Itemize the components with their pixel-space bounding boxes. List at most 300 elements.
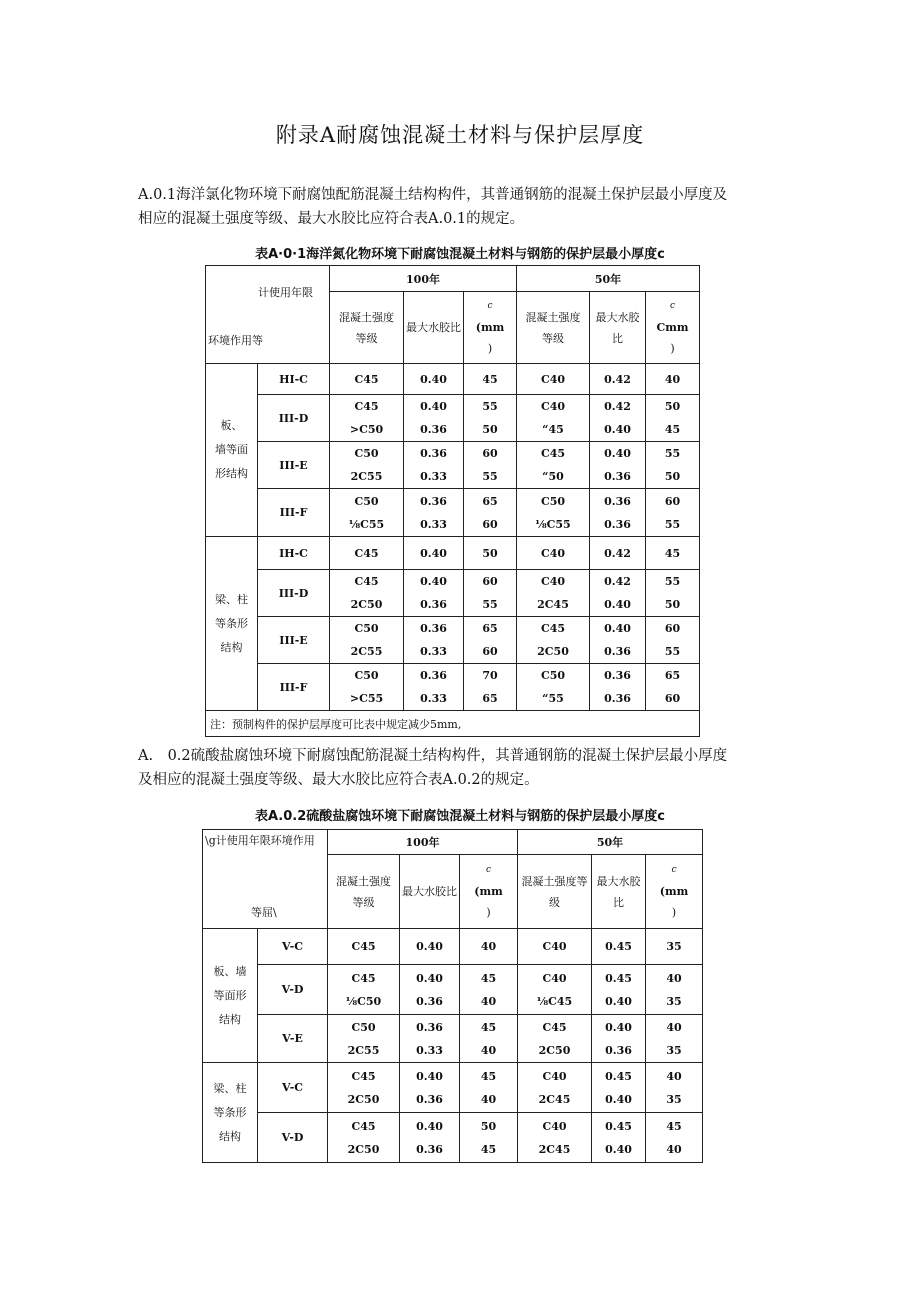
cell-value: C45 <box>540 622 566 635</box>
cell-value: 55 <box>664 517 681 531</box>
ratio-100-cell <box>404 570 464 617</box>
cell-value: 55 <box>664 575 681 588</box>
cell-value: 0.45 <box>605 1119 632 1133</box>
cell-value: 2C50 <box>538 1043 571 1057</box>
cell-value: C40 <box>542 971 567 985</box>
group-label-line: 墙等面 <box>215 443 248 456</box>
group-label-line: 板、 <box>220 419 243 432</box>
cell-value: 35 <box>666 1092 682 1106</box>
col-header-cover-50 <box>646 292 700 364</box>
cover-100-cell <box>460 1063 518 1113</box>
cell-value: 0.45 <box>605 971 632 985</box>
table-row <box>206 442 700 489</box>
cell-value: 50 <box>664 598 681 611</box>
cell-value: 0.36 <box>604 645 631 658</box>
cover-100-cell <box>460 1113 518 1163</box>
cell-value: 0.40 <box>416 1069 443 1083</box>
table-row <box>206 537 700 570</box>
cell-value: 0.33 <box>420 645 447 658</box>
cover-50-cell <box>646 489 700 537</box>
section-a02-paragraph <box>138 744 788 792</box>
cell-value: 0.40 <box>420 575 447 588</box>
header-text: 等级 <box>352 895 375 909</box>
cell-value: 0.40 <box>605 1092 632 1106</box>
structure-group-label <box>203 929 258 1063</box>
table-row <box>203 1113 703 1163</box>
cell-value: 45 <box>666 1119 682 1133</box>
cell-value: >C50 <box>349 423 384 436</box>
cover-50-cell <box>646 1113 703 1163</box>
grade-100-cell <box>328 1113 400 1163</box>
cell-value: 50 <box>482 423 498 436</box>
cell-value: 40 <box>666 971 682 985</box>
grade-50-cell <box>518 929 592 965</box>
ratio-50-cell <box>590 617 646 664</box>
ratio-50-cell <box>592 929 646 965</box>
cell-value: C50 <box>540 494 566 508</box>
cell-value: C40 <box>542 940 567 953</box>
cell-value: 0.33 <box>420 517 447 531</box>
cell-value: ⅛C55 <box>348 517 385 531</box>
ratio-50-cell <box>592 1063 646 1113</box>
cover-50-cell <box>646 570 700 617</box>
page-title: 附录A耐腐蚀混凝土材料与保护层厚度 <box>275 123 645 147</box>
grade-50-cell <box>517 570 590 617</box>
group-label-line: 梁、柱 <box>215 592 248 606</box>
ratio-100-cell <box>404 364 464 395</box>
cell-value: 45 <box>664 423 681 436</box>
cell-value: 2C50 <box>347 1092 380 1106</box>
grade-50-cell <box>518 1015 592 1063</box>
cell-value: C40 <box>542 1119 567 1133</box>
cover-100-cell <box>464 489 517 537</box>
cell-value: 0.40 <box>416 971 443 985</box>
year-header-100: 100年 <box>328 830 518 855</box>
ratio-100-cell <box>404 617 464 664</box>
table-row <box>206 664 700 711</box>
header-text: (mm <box>475 321 505 334</box>
grade-100-cell <box>330 537 404 570</box>
cell-value: 2C50 <box>350 598 383 611</box>
group-label-line: 结构 <box>220 640 243 654</box>
col-header-cover-100 <box>460 855 518 929</box>
ratio-50-cell <box>592 965 646 1015</box>
group-label-line: 形结构 <box>215 467 248 480</box>
cell-value: 0.42 <box>604 372 631 386</box>
cell-value: “50 <box>542 470 564 483</box>
cell-value: 50 <box>480 1119 497 1133</box>
cell-value: 2C45 <box>537 598 569 611</box>
cell-value: 45 <box>480 1020 497 1034</box>
cover-100-cell <box>464 537 517 570</box>
cell-value: “55 <box>542 692 564 705</box>
grade-50-cell <box>517 617 590 664</box>
cell-value: 60 <box>664 692 681 705</box>
table-a01-caption: 表A·0·1海洋氮化物环境下耐腐蚀混凝土材料与钢筋的保护层最小厚度c <box>255 247 665 262</box>
paragraph-line: A.0.1海洋氯化物环境下耐腐蚀配筋混凝土结构构件，其普通钢筋的混凝土保护层最小厚度及 <box>138 187 728 203</box>
ratio-50-cell <box>592 1113 646 1163</box>
cell-value: 0.36 <box>416 1020 443 1034</box>
group-label-line: 板、墙 <box>213 964 247 978</box>
paragraph-line: 相应的混凝土强度等级、最大水胶比应符合表A.0.1的规定。 <box>138 211 525 227</box>
grade-100-cell <box>330 570 404 617</box>
header-text: 最大水胶 <box>595 310 640 324</box>
cell-value: 40 <box>480 1043 497 1057</box>
environment-code: III-D <box>258 395 330 442</box>
corner-label-bottom: 环境作用等 <box>208 334 263 347</box>
cell-value: 0.40 <box>416 940 443 953</box>
header-text: 最大水胶比 <box>406 321 461 334</box>
header-text: 比 <box>613 895 624 909</box>
environment-code: III-E <box>258 442 330 489</box>
cell-value: C45 <box>542 1020 567 1034</box>
grade-100-cell <box>330 442 404 489</box>
ratio-100-cell <box>404 489 464 537</box>
environment-code: HI-C <box>258 364 330 395</box>
grade-50-cell <box>518 1063 592 1113</box>
cell-value: 40 <box>664 372 681 386</box>
grade-50-cell <box>517 364 590 395</box>
table-row <box>206 395 700 442</box>
table-row <box>206 489 700 537</box>
table-a02-caption: 表A.0.2硫酸盐腐蚀环境下耐腐蚀混凝土材料与钢筋的保护层最小厚度c <box>255 809 665 824</box>
grade-100-cell <box>330 395 404 442</box>
environment-code: V-D <box>258 1113 328 1163</box>
cell-value: 45 <box>480 1142 497 1156</box>
col-header-grade-100 <box>330 292 404 364</box>
col-header-grade-100 <box>328 855 400 929</box>
cell-value: 55 <box>664 645 681 658</box>
cover-100-cell <box>464 442 517 489</box>
grade-100-cell <box>330 364 404 395</box>
header-text: 混凝土强度等 <box>521 874 588 888</box>
table-row <box>203 929 703 965</box>
environment-code: V-D <box>258 965 328 1015</box>
cell-value: 0.33 <box>416 1043 443 1057</box>
cell-value: 0.36 <box>416 1142 443 1156</box>
ratio-100-cell <box>404 395 464 442</box>
cell-value: 0.36 <box>420 598 447 611</box>
cover-50-cell <box>646 395 700 442</box>
cell-value: 0.42 <box>604 400 631 413</box>
cell-value: C45 <box>354 400 379 413</box>
header-text: ) <box>486 906 491 919</box>
cell-value: ⅛C50 <box>345 994 382 1008</box>
cell-value: C45 <box>351 1119 376 1133</box>
cell-value: 60 <box>482 517 498 531</box>
cover-100-cell <box>464 664 517 711</box>
cell-value: 0.40 <box>605 1020 632 1034</box>
cell-value: ⅛C55 <box>535 517 571 531</box>
header-text: 最大水胶比 <box>402 885 457 898</box>
grade-100-cell <box>330 617 404 664</box>
cover-100-cell <box>464 395 517 442</box>
cell-value: C45 <box>351 971 376 985</box>
structure-group-label <box>206 364 258 537</box>
ratio-100-cell <box>404 537 464 570</box>
cell-value: 50 <box>482 546 498 560</box>
cell-value: C40 <box>540 372 566 386</box>
cover-50-cell <box>646 664 700 711</box>
header-text: 等级 <box>542 331 564 345</box>
header-text: 等级 <box>355 331 378 345</box>
cell-value: C40 <box>540 546 566 560</box>
cell-value: 0.40 <box>605 1142 632 1156</box>
cell-value: 45 <box>480 1069 497 1083</box>
cell-value: 0.36 <box>420 669 447 682</box>
cell-value: C50 <box>351 1020 376 1034</box>
cell-value: 0.36 <box>604 470 631 483</box>
table-corner-header <box>203 830 328 929</box>
cell-value: 45 <box>482 372 498 386</box>
cover-50-cell <box>646 965 703 1015</box>
cell-value: 0.40 <box>420 400 447 413</box>
header-text: ) <box>487 342 493 355</box>
group-label-line: 结构 <box>219 1012 241 1026</box>
cell-value: 2C45 <box>538 1142 571 1156</box>
col-header-ratio-100 <box>400 855 460 929</box>
grade-100-cell <box>328 1063 400 1113</box>
cover-50-cell <box>646 617 700 664</box>
ratio-50-cell <box>590 364 646 395</box>
cell-value: C50 <box>354 447 379 460</box>
environment-code: III-F <box>258 664 330 711</box>
cell-value: C45 <box>351 1069 376 1083</box>
group-label-line: 梁、柱 <box>213 1081 247 1095</box>
cell-value: C45 <box>354 546 379 560</box>
section-a01-paragraph <box>138 183 788 231</box>
cell-value: C40 <box>540 575 566 588</box>
cell-value: 70 <box>482 669 498 682</box>
cell-value: 0.36 <box>605 1043 632 1057</box>
cell-value: C40 <box>540 400 566 413</box>
cover-50-cell <box>646 1063 703 1113</box>
cell-value: 55 <box>482 400 498 413</box>
header-text: c <box>669 301 676 311</box>
cover-50-cell <box>646 1015 703 1063</box>
col-header-ratio-50 <box>592 855 646 929</box>
ratio-100-cell <box>400 929 460 965</box>
ratio-100-cell <box>400 1113 460 1163</box>
cell-value: 0.45 <box>605 1069 632 1083</box>
paragraph-line: 及相应的混凝土强度等级、最大水胶比应符合表A.0.2的规定。 <box>138 772 539 788</box>
cell-value: 45 <box>480 971 497 985</box>
grade-50-cell <box>517 395 590 442</box>
cell-value: “45 <box>542 423 564 436</box>
grade-50-cell <box>517 489 590 537</box>
group-label-line: 等条形 <box>213 1105 247 1119</box>
cell-value: 40 <box>480 994 497 1008</box>
structure-group-label <box>203 1063 258 1163</box>
cell-value: C40 <box>542 1069 567 1083</box>
cover-50-cell <box>646 442 700 489</box>
table-corner-header <box>206 266 330 364</box>
cell-value: 0.36 <box>604 669 631 682</box>
corner-label-top: \g计使用年限环境作用 <box>205 834 315 847</box>
ratio-100-cell <box>400 1015 460 1063</box>
cell-value: 35 <box>666 940 682 953</box>
cell-value: 2C50 <box>537 645 569 658</box>
grade-100-cell <box>328 1015 400 1063</box>
ratio-100-cell <box>400 965 460 1015</box>
cell-value: 40 <box>666 1020 682 1034</box>
cell-value: C50 <box>354 622 379 635</box>
cell-value: C45 <box>354 575 379 588</box>
environment-code: III-F <box>258 489 330 537</box>
header-text: 比 <box>612 331 623 345</box>
header-text: c <box>485 865 492 875</box>
header-text: ) <box>670 342 675 355</box>
cell-value: 45 <box>664 546 681 560</box>
header-text: (mm <box>474 885 503 898</box>
cell-value: 35 <box>666 1043 682 1057</box>
cell-value: 2C55 <box>350 645 383 658</box>
year-header-100: 100年 <box>330 266 517 292</box>
ratio-50-cell <box>590 664 646 711</box>
structure-group-label <box>206 537 258 711</box>
cell-value: 60 <box>482 447 498 460</box>
cell-value: 2C45 <box>538 1092 571 1106</box>
table-row <box>206 570 700 617</box>
cell-value: 0.36 <box>420 622 447 635</box>
cell-value: 40 <box>480 940 497 953</box>
table-note: 注：预制构件的保护层厚度可比表中规定减少5mm, <box>206 711 700 737</box>
grade-100-cell <box>330 489 404 537</box>
cell-value: 2C55 <box>347 1043 380 1057</box>
col-header-ratio-100 <box>404 292 464 364</box>
ratio-50-cell <box>590 489 646 537</box>
cell-value: 65 <box>482 692 498 705</box>
cell-value: 2C50 <box>347 1142 380 1156</box>
ratio-100-cell <box>404 442 464 489</box>
cell-value: 0.33 <box>420 470 447 483</box>
grade-50-cell <box>517 442 590 489</box>
header-text: ) <box>671 906 677 919</box>
grade-50-cell <box>518 1113 592 1163</box>
cell-value: 0.36 <box>416 994 443 1008</box>
cell-value: 40 <box>480 1092 497 1106</box>
cell-value: >C55 <box>349 692 384 705</box>
cell-value: 50 <box>664 400 681 413</box>
col-header-cover-50 <box>646 855 703 929</box>
header-text: 级 <box>549 895 560 909</box>
table-a02 <box>202 829 703 1163</box>
table-row <box>203 1063 703 1113</box>
header-text: c <box>487 301 493 311</box>
col-header-grade-50 <box>518 855 592 929</box>
cell-value: 60 <box>664 494 681 508</box>
cell-value: C45 <box>351 940 376 953</box>
table-row <box>206 364 700 395</box>
ratio-50-cell <box>590 537 646 570</box>
cell-value: 60 <box>482 645 498 658</box>
cell-value: 50 <box>664 470 681 483</box>
cell-value: 0.40 <box>420 546 447 560</box>
cell-value: 0.40 <box>605 994 632 1008</box>
environment-code: III-E <box>258 617 330 664</box>
cell-value: 55 <box>482 470 498 483</box>
cell-value: 0.36 <box>420 494 447 508</box>
cell-value: C50 <box>354 669 379 682</box>
year-header-50: 50年 <box>517 266 700 292</box>
cell-value: 60 <box>482 575 498 588</box>
cover-50-cell <box>646 364 700 395</box>
cell-value: 0.36 <box>420 423 447 436</box>
grade-50-cell <box>518 965 592 1015</box>
grade-100-cell <box>328 929 400 965</box>
grade-100-cell <box>328 965 400 1015</box>
cover-100-cell <box>460 929 518 965</box>
environment-code: IH-C <box>258 537 330 570</box>
cell-value: 0.40 <box>604 447 631 460</box>
year-header-50: 50年 <box>518 830 703 855</box>
ratio-50-cell <box>590 395 646 442</box>
environment-code: V-C <box>258 929 328 965</box>
cover-100-cell <box>464 570 517 617</box>
corner-label-bottom: 等屈\ <box>251 906 277 919</box>
cell-value: 0.40 <box>604 598 631 611</box>
cell-value: 0.40 <box>604 622 631 635</box>
cell-value: C45 <box>354 372 379 386</box>
cell-value: 55 <box>482 598 498 611</box>
table-a01 <box>205 265 700 737</box>
cover-50-cell <box>646 929 703 965</box>
cell-value: 0.36 <box>604 517 631 531</box>
cell-value: 0.36 <box>416 1092 443 1106</box>
cell-value: 55 <box>664 447 681 460</box>
cell-value: 0.40 <box>420 372 447 386</box>
cell-value: ⅛C45 <box>536 994 573 1008</box>
cell-value: 2C55 <box>350 470 383 483</box>
grade-100-cell <box>330 664 404 711</box>
paragraph-line: A. 0.2硫酸盐腐蚀环境下耐腐蚀配筋混凝土结构构件，其普通钢筋的混凝土保护层最小厚度 <box>138 748 728 764</box>
cell-value: 65 <box>482 622 498 635</box>
cell-value: C50 <box>540 669 566 682</box>
cell-value: 35 <box>666 994 682 1008</box>
cell-value: 40 <box>666 1142 682 1156</box>
corner-label-top: 计使用年限 <box>258 286 313 299</box>
ratio-100-cell <box>400 1063 460 1113</box>
grade-50-cell <box>517 664 590 711</box>
header-text: 混凝土强度 <box>339 310 394 324</box>
cell-value: 0.45 <box>605 940 632 953</box>
group-label-line: 结构 <box>219 1129 241 1143</box>
table-row <box>206 617 700 664</box>
header-text: (mm <box>659 885 689 898</box>
environment-code: III-D <box>258 570 330 617</box>
cell-value: 0.36 <box>420 447 447 460</box>
table-row <box>203 965 703 1015</box>
environment-code: V-E <box>258 1015 328 1063</box>
cover-100-cell <box>460 965 518 1015</box>
header-text: 混凝土强度 <box>336 874 391 888</box>
grade-50-cell <box>517 537 590 570</box>
cell-value: 65 <box>664 669 681 682</box>
col-header-cover-100 <box>464 292 517 364</box>
ratio-50-cell <box>590 570 646 617</box>
cell-value: 0.40 <box>416 1119 443 1133</box>
cell-value: 0.42 <box>604 546 631 560</box>
header-text: c <box>671 865 677 875</box>
header-text: 混凝土强度 <box>525 310 581 324</box>
cover-100-cell <box>460 1015 518 1063</box>
ratio-50-cell <box>590 442 646 489</box>
header-text: Cmm <box>656 321 689 334</box>
group-label-line: 等面形 <box>213 988 247 1002</box>
cell-value: 0.42 <box>604 575 631 588</box>
cover-100-cell <box>464 364 517 395</box>
cell-value: C50 <box>354 494 379 508</box>
